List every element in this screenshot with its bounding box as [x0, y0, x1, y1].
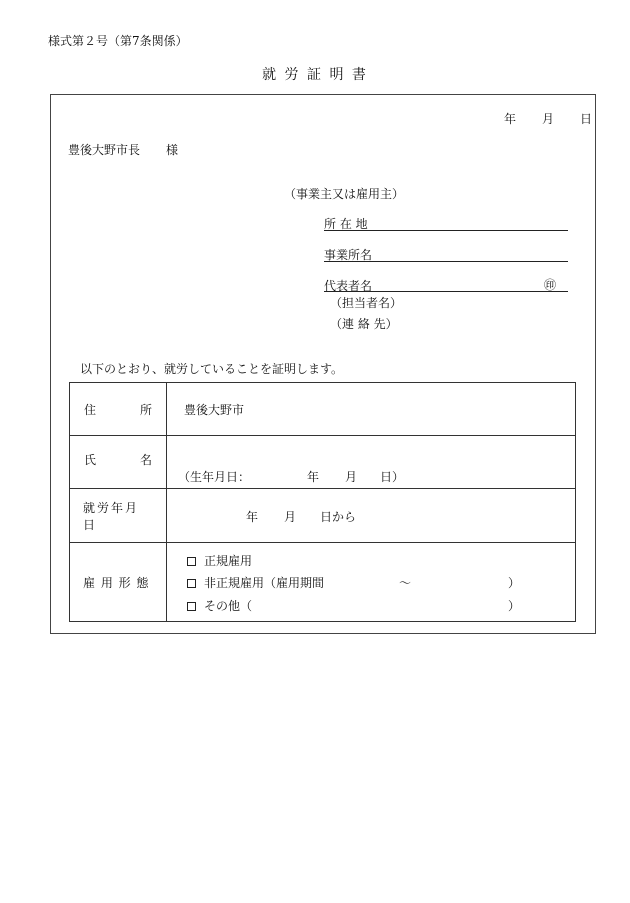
date-year: 年	[504, 112, 517, 126]
address-value: 豊後大野市	[184, 402, 245, 417]
option-regular[interactable]	[187, 552, 252, 569]
birth-day: 日）	[380, 470, 405, 484]
employment-date-label: 就労年月日	[83, 500, 140, 532]
employment-type-label: 雇 用 形 態	[83, 575, 150, 590]
employment-type-label-cell	[70, 543, 167, 622]
info-table	[69, 382, 576, 622]
employment-type-row	[70, 543, 576, 622]
page-title: 就 労 証 明 書	[262, 67, 368, 83]
checkbox-icon[interactable]	[187, 557, 196, 566]
representative-label: 代表者名	[324, 279, 373, 293]
employment-date-label-cell	[70, 489, 167, 543]
address-label-cell	[70, 383, 167, 436]
office-name-label: 事業所名	[324, 248, 373, 262]
option-regular-text: 正規雇用	[204, 554, 253, 568]
option-other-text: その他（	[204, 599, 253, 613]
employment-year: 年	[246, 510, 259, 524]
address-label-a: 住	[84, 402, 97, 417]
form-number: 様式第２号（第7条関係）	[48, 34, 188, 48]
office-name-line[interactable]	[324, 261, 568, 262]
date-month: 月	[542, 112, 555, 126]
period-close: ）	[508, 576, 521, 590]
employment-type-value-cell	[167, 543, 576, 622]
birth-prefix: （生年月日：	[178, 470, 251, 484]
employment-day-from: 日から	[320, 510, 357, 524]
birth-month: 月	[345, 470, 358, 484]
employment-month: 月	[284, 510, 297, 524]
location-line[interactable]	[324, 230, 568, 231]
period-tilde: ～	[399, 576, 412, 590]
name-label-a: 氏	[84, 452, 97, 467]
contact-label: （連 絡 先）	[330, 317, 398, 331]
birth-year: 年	[307, 470, 320, 484]
location-label: 所 在 地	[324, 217, 368, 231]
seal-mark: ㊞	[544, 278, 557, 292]
option-non-regular-text: 非正規雇用（雇用期間	[204, 576, 325, 590]
address-label-b: 所	[139, 402, 152, 417]
employment-date-value-cell[interactable]	[167, 489, 576, 543]
honorific: 様	[166, 143, 179, 157]
certify-text: 以下のとおり、就労していることを証明します。	[80, 362, 344, 376]
checkbox-icon[interactable]	[187, 602, 196, 611]
employment-date-row	[70, 489, 576, 543]
name-label-b: 名	[139, 452, 152, 467]
other-close: ）	[508, 599, 521, 613]
employer-heading: （事業主又は雇用主）	[284, 187, 405, 201]
address-row	[70, 383, 576, 436]
name-value-cell[interactable]	[167, 436, 576, 489]
option-non-regular[interactable]	[187, 574, 324, 591]
checkbox-icon[interactable]	[187, 579, 196, 588]
name-label-cell	[70, 436, 167, 489]
addressee: 豊後大野市長	[68, 143, 141, 157]
option-other[interactable]	[187, 597, 252, 614]
address-value-cell[interactable]	[167, 383, 576, 436]
name-row	[70, 436, 576, 489]
representative-line[interactable]	[324, 291, 568, 292]
date-day: 日	[580, 112, 593, 126]
person-in-charge-label: （担当者名）	[330, 296, 403, 310]
